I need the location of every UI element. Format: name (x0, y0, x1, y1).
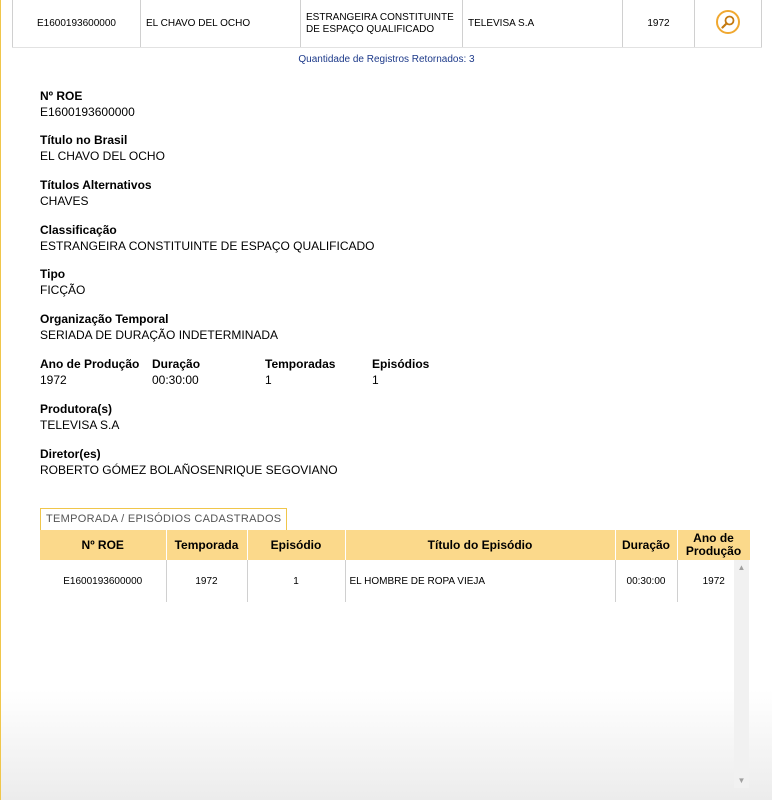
view-details-button[interactable] (716, 10, 740, 34)
scroll-up-arrow-icon[interactable]: ▲ (737, 563, 746, 572)
cell-episodio: 1 (247, 560, 345, 602)
field-episodios (372, 356, 429, 388)
episodes-table-wrapper (40, 530, 750, 602)
col-header-episodio[interactable]: Episódio (247, 530, 345, 560)
episodes-table (40, 530, 751, 602)
result-classification-line1: ESTRANGEIRA CONSTITUINTE (306, 11, 454, 23)
field-temporadas-value: 1 (265, 373, 272, 387)
field-titulo-value: EL CHAVO DEL OCHO (40, 149, 165, 163)
field-duracao (152, 356, 200, 388)
cell-roe: E1600193600000 (40, 560, 166, 602)
field-organizacao-value: SERIADA DE DURAÇÃO INDETERMINADA (40, 328, 279, 342)
field-organizacao-label: Organização Temporal (40, 312, 169, 326)
field-ano-producao (40, 356, 139, 388)
field-tipo-value: FICÇÃO (40, 283, 86, 297)
col-header-ano-line2: Produção (685, 544, 742, 558)
field-produtora-label: Produtora(s) (40, 402, 112, 416)
result-roe: E1600193600000 (13, 0, 141, 48)
results-table (12, 0, 762, 48)
field-temporadas (265, 356, 335, 388)
field-tipo-label: Tipo (40, 267, 66, 281)
field-produtora-value: TELEVISA S.A (40, 418, 120, 432)
col-header-roe[interactable]: Nº ROE (40, 530, 166, 560)
magnifier-icon (721, 15, 735, 29)
field-alt-titles-value: CHAVES (40, 194, 89, 208)
result-classification-line2: DE ESPAÇO QUALIFICADO (306, 23, 435, 35)
field-diretor-value: ROBERTO GÓMEZ BOLAÑOSENRIQUE SEGOVIANO (40, 463, 338, 477)
result-title: EL CHAVO DEL OCHO (141, 0, 301, 48)
result-producer: TELEVISA S.A (463, 0, 623, 48)
result-row[interactable] (13, 0, 762, 48)
cell-duracao: 00:30:00 (615, 560, 677, 602)
field-alt-titles (40, 177, 152, 209)
col-header-duracao[interactable]: Duração (615, 530, 677, 560)
cell-ano: 1972 (702, 575, 725, 587)
field-titulo-label: Título no Brasil (40, 133, 128, 147)
table-row[interactable] (40, 560, 750, 602)
tab-temporada-episodios[interactable]: TEMPORADA / EPISÓDIOS CADASTRADOS (40, 508, 287, 530)
col-header-temporada[interactable]: Temporada (166, 530, 247, 560)
field-classificacao-value: ESTRANGEIRA CONSTITUINTE DE ESPAÇO QUALIFICADO (40, 239, 375, 253)
result-classification (301, 0, 463, 48)
col-header-ano[interactable] (677, 530, 750, 560)
field-classificacao-label: Classificação (40, 223, 117, 237)
cell-temporada: 1972 (166, 560, 247, 602)
field-roe-label: Nº ROE (40, 89, 83, 103)
field-diretor-label: Diretor(es) (40, 447, 101, 461)
col-header-ano-line1: Ano de (693, 531, 734, 545)
field-titulo (40, 132, 165, 164)
field-temporadas-label: Temporadas (265, 357, 336, 371)
episodes-scrollbar[interactable] (734, 560, 749, 788)
col-header-titulo[interactable]: Título do Episódio (345, 530, 615, 560)
scroll-down-arrow-icon[interactable]: ▼ (737, 776, 746, 785)
field-ano-producao-value: 1972 (40, 373, 67, 387)
field-classificacao (40, 222, 375, 254)
field-roe (40, 88, 135, 120)
result-details-cell (695, 0, 762, 48)
field-organizacao (40, 311, 278, 343)
result-year: 1972 (623, 0, 695, 48)
cell-titulo: EL HOMBRE DE ROPA VIEJA (345, 560, 615, 602)
field-roe-value: E1600193600000 (40, 105, 135, 119)
field-episodios-label: Episódios (372, 357, 430, 371)
field-alt-titles-label: Títulos Alternativos (40, 178, 152, 192)
field-duracao-label: Duração (152, 357, 201, 371)
field-episodios-value: 1 (372, 373, 379, 387)
field-tipo (40, 266, 85, 298)
episodes-header-row (40, 530, 750, 560)
results-count: Quantidade de Registros Retornados: 3 (298, 54, 475, 65)
field-diretor (40, 446, 338, 478)
field-produtora (40, 401, 119, 433)
field-duracao-value: 00:30:00 (152, 373, 199, 387)
field-ano-producao-label: Ano de Produção (40, 357, 140, 371)
